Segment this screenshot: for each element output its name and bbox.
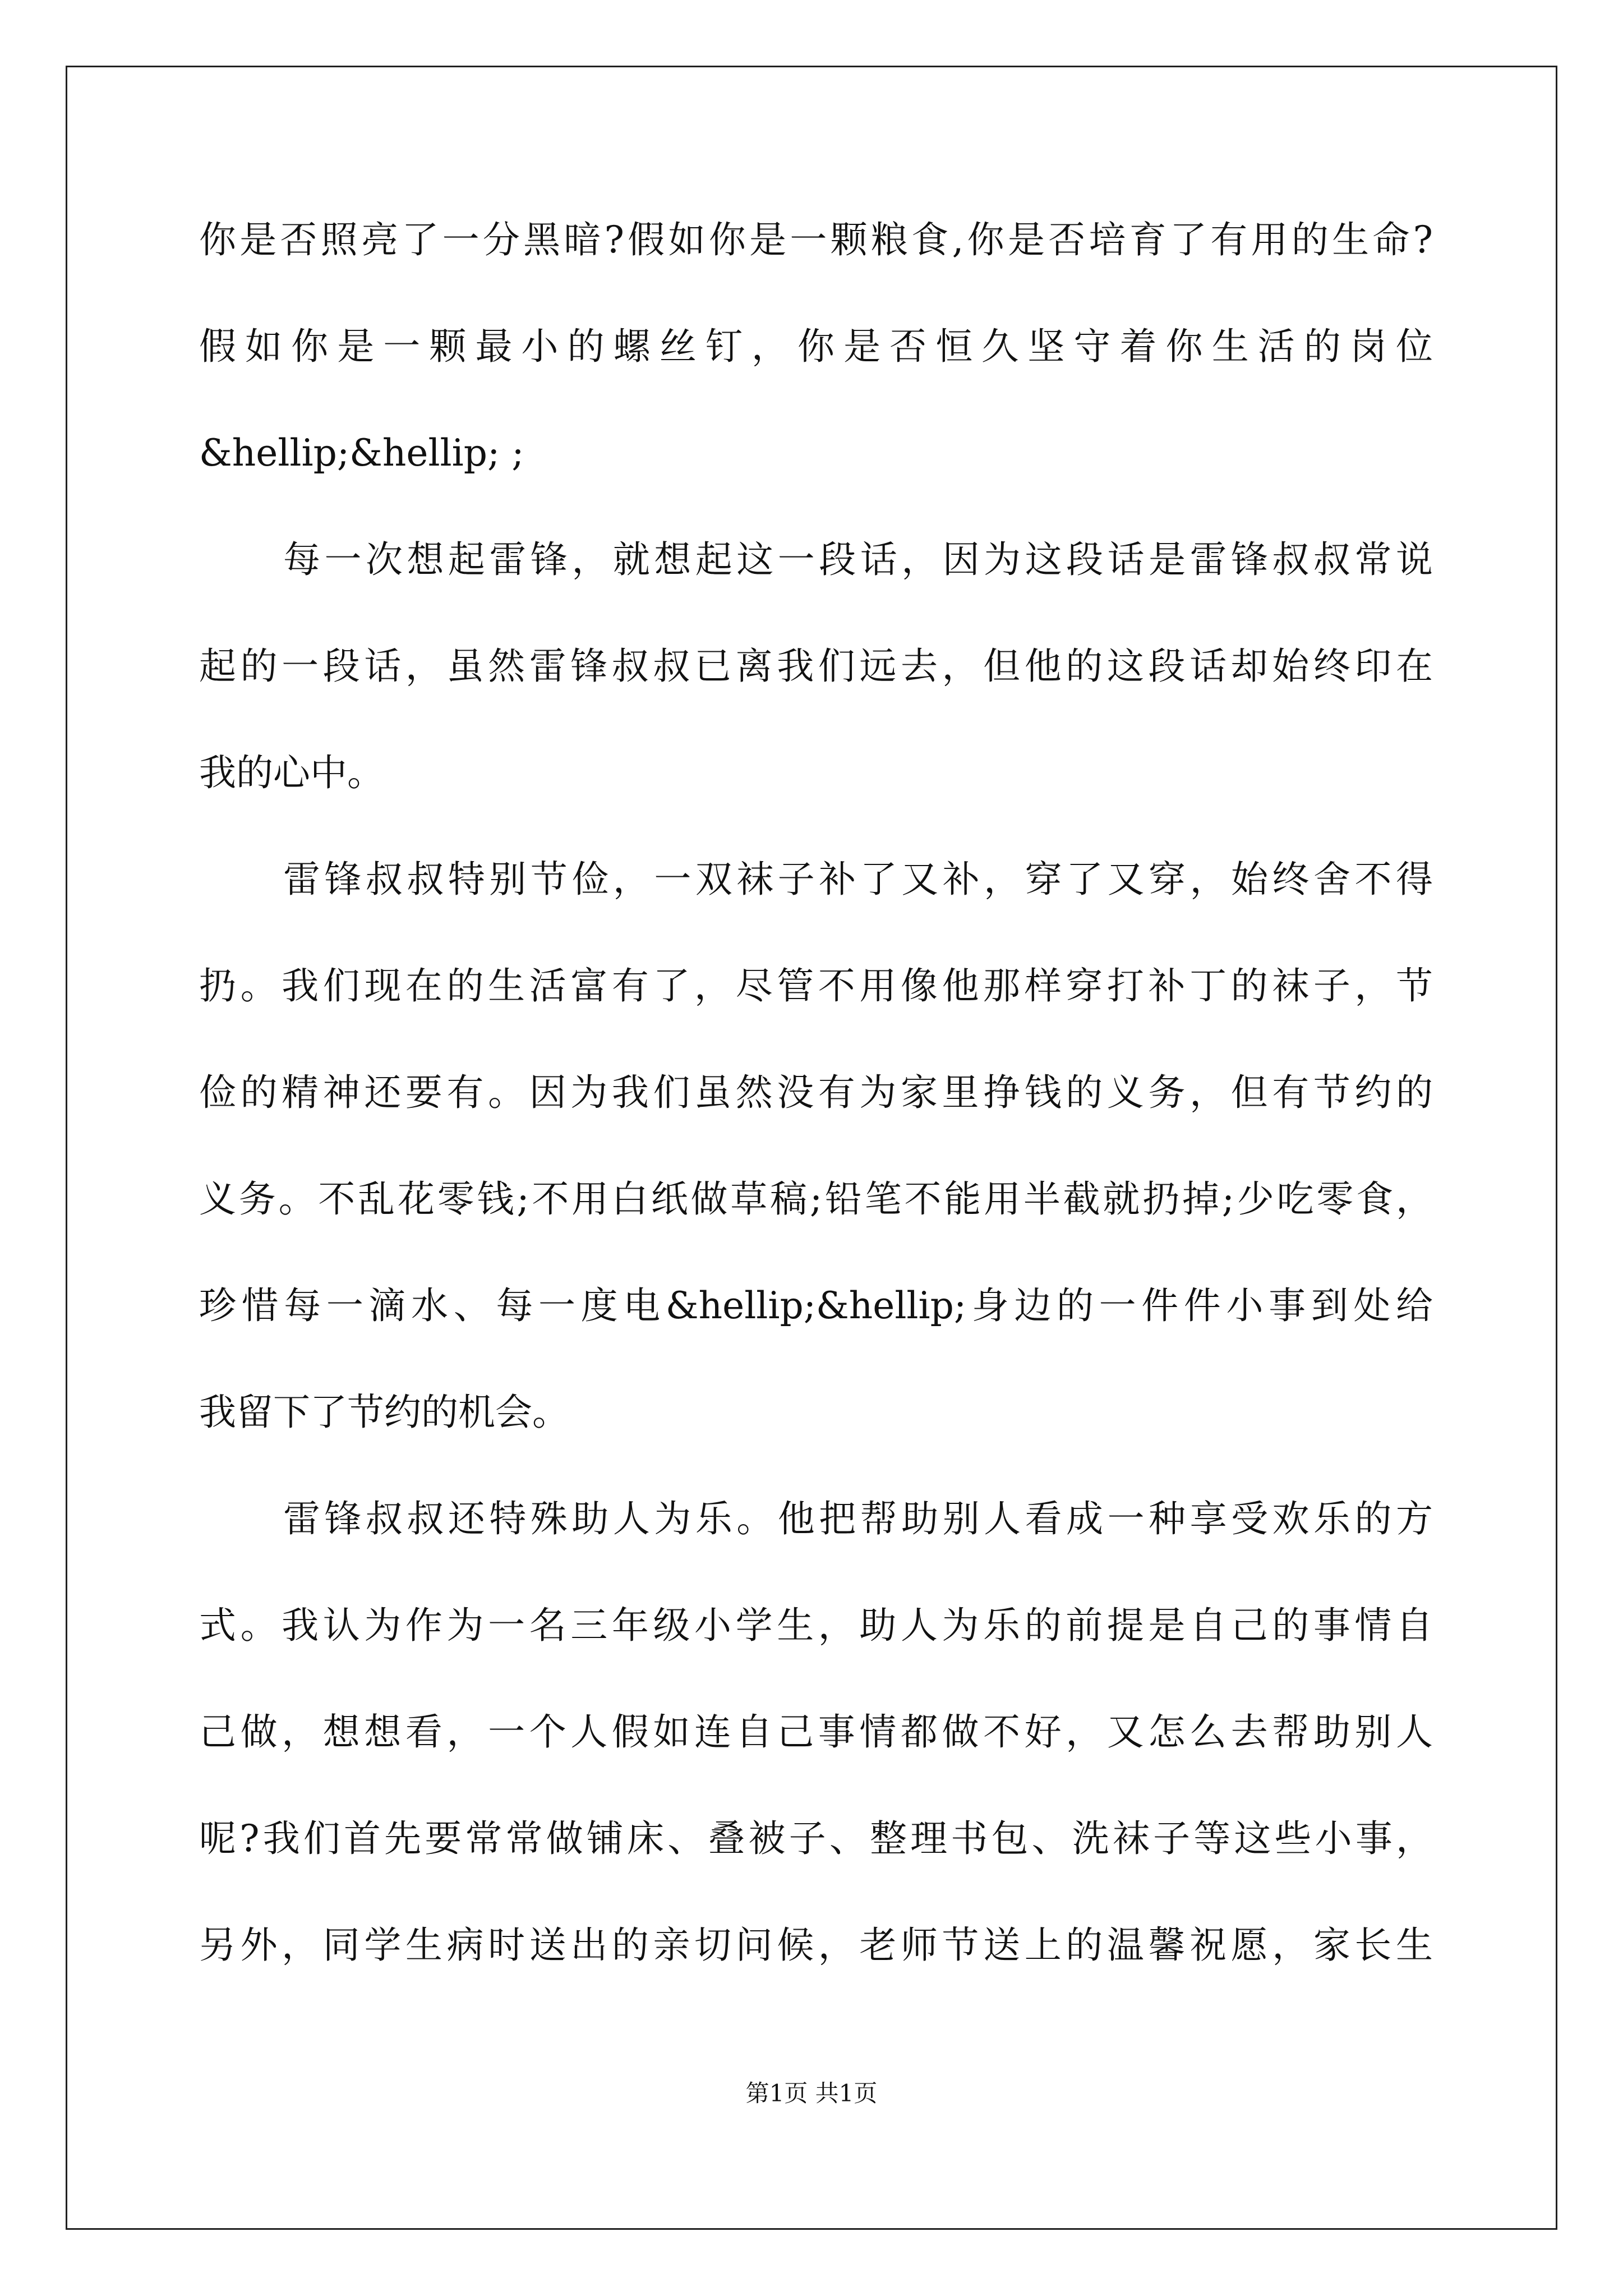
paragraph-3-line-6: 我留下了节约的机会。 [199,1391,569,1434]
paragraph-4-line-1: 雷锋叔叔还特殊助人为乐。他把帮助别人看成一种享受欢乐的方 [283,1497,1433,1540]
paragraph-2-line-3: 我的心中。 [199,751,384,794]
page-border [66,66,1557,2230]
body-line-1: 你是否照亮了一分黑暗?假如你是一颗粮食,你是否培育了有用的生命? [199,218,1433,261]
paragraph-3-line-5: 珍惜每一滴水、每一度电&hellip;&hellip;身边的一件件小事到处给 [199,1284,1433,1327]
paragraph-2-line-2: 起的一段话，虽然雷锋叔叔已离我们远去，但他的这段话却始终印在 [199,645,1433,688]
paragraph-3-line-1: 雷锋叔叔特别节俭，一双袜子补了又补，穿了又穿，始终舍不得 [283,858,1433,901]
paragraph-4-line-4: 呢?我们首先要常常做铺床、叠被子、整理书包、洗袜子等这些小事， [199,1817,1433,1860]
page-number-footer: 第1页 共1页 [745,2079,878,2107]
paragraph-3-line-2: 扔。我们现在的生活富有了，尽管不用像他那样穿打补丁的袜子，节 [199,964,1433,1007]
body-line-3: &hellip;&hellip; ; [199,431,524,475]
paragraph-3-line-3: 俭的精神还要有。因为我们虽然没有为家里挣钱的义务，但有节约的 [199,1071,1433,1114]
paragraph-4-line-3: 己做，想想看，一个人假如连自己事情都做不好，又怎么去帮助别人 [199,1710,1433,1754]
paragraph-2-line-1: 每一次想起雷锋，就想起这一段话，因为这段话是雷锋叔叔常说 [283,538,1433,581]
paragraph-3-line-4: 义务。不乱花零钱;不用白纸做草稿;铅笔不能用半截就扔掉;少吃零食， [199,1177,1433,1221]
paragraph-4-line-5: 另外，同学生病时送出的亲切问候，老师节送上的温馨祝愿，家长生 [199,1924,1433,1967]
body-line-2: 假如你是一颗最小的螺丝钉，你是否恒久坚守着你生活的岗位 [199,325,1433,368]
paragraph-4-line-2: 式。我认为作为一名三年级小学生，助人为乐的前提是自己的事情自 [199,1604,1433,1647]
